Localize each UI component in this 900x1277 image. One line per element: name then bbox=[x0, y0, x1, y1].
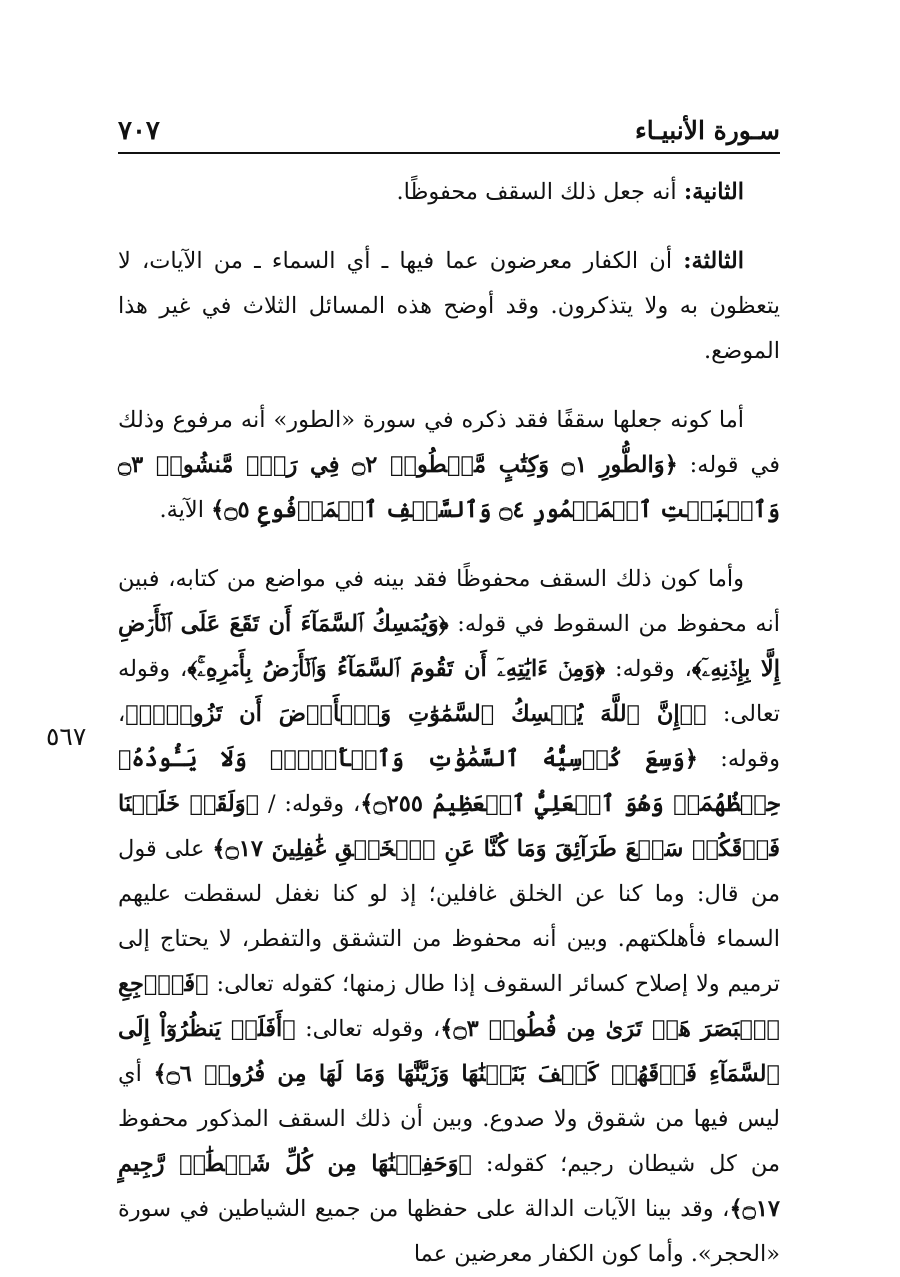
quran-verse: ﴿۞إِنَّ ٱللَّهَ يُمۡسِكُ ٱلسَّمَٰوَٰتِ وَٱلۡأَرۡضَ أَن تَزُولَاۚ﴾ bbox=[125, 701, 707, 727]
paragraph-third-point bbox=[118, 239, 780, 374]
quran-verse: ﴿وَيُمۡسِكُ ٱلسَّمَآءَ أَن تَقَعَ عَلَى ٱلۡأَرۡضِ إِلَّا بِإِذۡنِهِۦٓ﴾ bbox=[118, 611, 781, 682]
paragraph-second-point bbox=[118, 170, 780, 215]
quran-verse: ﴿أَفَلَمۡ يَنظُرُوٓاْ إِلَى ٱلسَّمَآءِ فَوۡقَهُمۡ كَيۡفَ بَنَيۡنَٰهَا وَزَيَّنَّٰهَا وَمَا لَهَا مِن فُرُوجٖ ۝٦﴾ bbox=[118, 1016, 781, 1087]
quran-verse: ﴿وَسِعَ كُرۡسِيُّهُ ٱلسَّمَٰوَٰتِ وَٱلۡأَرۡضَۖ وَلَا يَـُٔودُهُۥ حِفۡظُهُمَاۚ وَهُوَ ٱلۡعَلِيُّ ٱلۡعَظِيمُ ۝٢٥٥﴾ bbox=[118, 746, 781, 817]
quran-verse: ﴿وَحَفِظۡنَٰهَا مِن كُلِّ شَيۡطَٰنٖ رَّجِيمٍ ۝١٧﴾ bbox=[118, 1151, 780, 1222]
quran-verse: ﴿وَمِنۡ ءَايَٰتِهِۦٓ أَن تَقُومَ ٱلسَّمَآءُ وَٱلۡأَرۡضُ بِأَمۡرِهِۦۚ﴾ bbox=[187, 656, 606, 682]
page-number: ٧٠٧ bbox=[118, 116, 160, 146]
point-label: الثانية: bbox=[683, 179, 744, 205]
quran-verse: ﴿فَٱرۡجِعِ ٱلۡبَصَرَ هَلۡ تَرَىٰ مِن فُطُورٖ ۝٣﴾ bbox=[118, 971, 781, 1042]
paragraph-text: على قول من قال: وما كنا عن الخلق غافلين؛ إذ لو كنا نغفل لسقطت عليهم السماء فأهلكتهم. وبين أنه محفوظ من التشقق والتفطر، لا يحتاج إلى ترميم ولا إصلاح كسائر السقوف إذا طال زمنها؛ كقوله تعالى: bbox=[118, 836, 780, 997]
paragraph-text: أما كونه جعلها سقفًا فقد ذكره في سورة «الطور» أنه مرفوع وذلك في قوله: bbox=[118, 407, 780, 478]
point-label: الثالثة: bbox=[683, 248, 744, 274]
original-page-number: ٥٦٧ bbox=[46, 722, 87, 751]
quran-verse: ﴿وَلَقَدۡ خَلَقۡنَا فَوۡقَكُمۡ سَبۡعَ طَرَآئِقَ وَمَا كُنَّا عَنِ ٱلۡخَلۡقِ غَٰفِلِينَ ۝١٧﴾ bbox=[118, 791, 780, 862]
paragraph-text: ، وقوله: bbox=[605, 656, 692, 682]
paragraph-text: أنه جعل ذلك السقف محفوظًا. bbox=[396, 179, 684, 205]
paragraph-text: ، وقد بينا الآيات الدالة على حفظها من جميع الشياطين في سورة «الحجر». وأما كون الكفار معرضين عما bbox=[118, 1196, 780, 1267]
paragraph-raised-roof bbox=[118, 398, 780, 533]
paragraph-text: أن الكفار معرضون عما فيها ـ أي السماء ـ من الآيات، لا يتعظون به ولا يتذكرون. وقد أوضح هذه المسائل الثلاث في غير هذا الموضع. bbox=[118, 248, 780, 364]
paragraph-text: الآية. bbox=[159, 497, 212, 523]
paragraph-protected-roof bbox=[118, 557, 780, 1277]
surah-title: سـورة الأنبيـاء bbox=[634, 116, 780, 145]
paragraph-text: ، وقوله تعالى: bbox=[118, 656, 780, 727]
paragraph-text: وأما كون ذلك السقف محفوظًا فقد بينه في مواضع من كتابه، فبين أنه محفوظ من السقوط في قوله: bbox=[118, 566, 780, 637]
quran-verse: ﴿وَالطُّورِ ۝١ وَكِتَٰبٍ مَّسۡطُورٖ ۝٢ فِي رَقّٖ مَّنشُورٖ ۝٣ وَٱلۡبَيۡتِ ٱلۡمَعۡمُورِ ۝٤ وَٱلسَّقۡفِ ٱلۡمَرۡفُوعِ ۝٥﴾ bbox=[118, 452, 780, 523]
page-header bbox=[118, 108, 780, 154]
paragraph-text: ، وقوله: / bbox=[259, 791, 361, 817]
paragraph-text: أي ليس فيها من شقوق ولا صدوع. وبين أن ذلك السقف المذكور محفوظ من كل شيطان رجيم؛ كقوله: bbox=[118, 1061, 780, 1177]
paragraph-text: ، وقوله تعالى: bbox=[295, 1016, 441, 1042]
paragraph-text: ، وقوله: bbox=[118, 701, 780, 772]
page-body bbox=[118, 170, 780, 1277]
